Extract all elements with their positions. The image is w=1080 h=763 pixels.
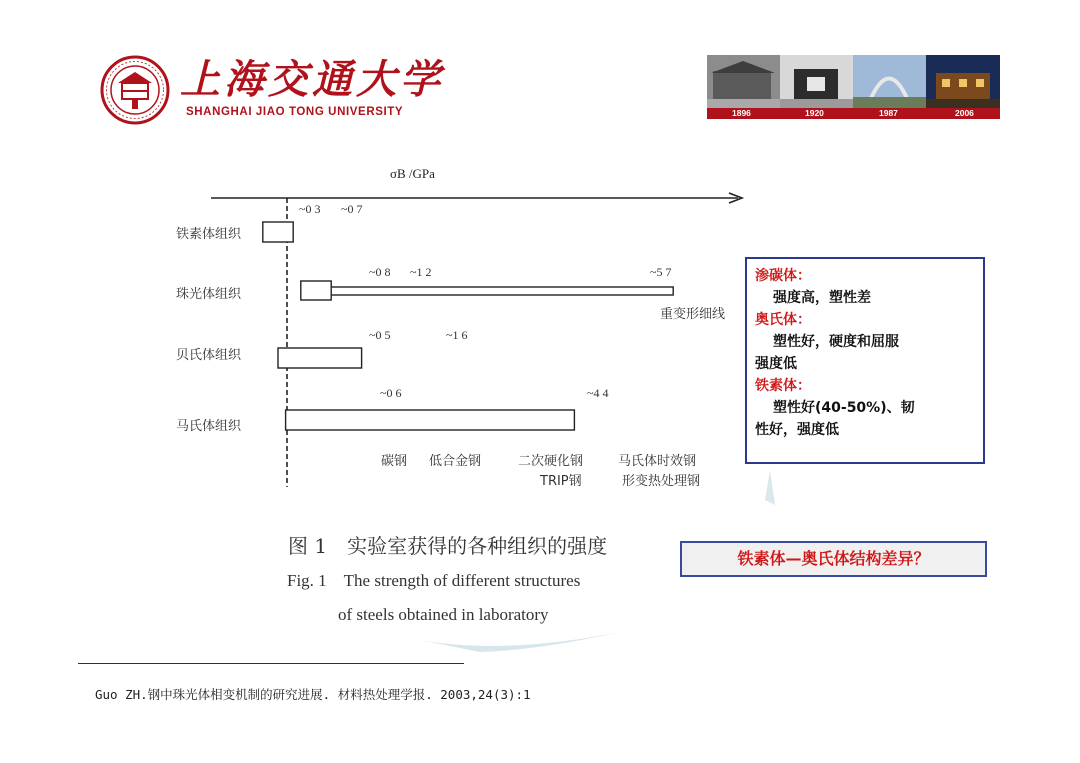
- cementite-text: 强度高，塑性差: [773, 290, 871, 306]
- decorative-streak: [765, 470, 775, 505]
- footnote-divider: [78, 663, 464, 664]
- row-label-ferrite: 铁素体组织: [176, 227, 242, 242]
- strength-range-bar: [301, 281, 331, 300]
- decorative-streak: [420, 632, 620, 652]
- value-label: ~0 7: [341, 202, 363, 216]
- ferrite-title: 铁素体：: [755, 378, 811, 394]
- value-label: ~1 2: [410, 265, 432, 279]
- year-label: 1896: [732, 108, 751, 118]
- ferrite-text-cont: 性好，强度低: [755, 422, 839, 438]
- value-label: ~0 5: [369, 328, 391, 342]
- question-callout: 铁素体—奥氏体结构差异？: [680, 541, 987, 577]
- strength-range-bar: [331, 287, 673, 295]
- austenite-text-cont: 强度低: [755, 356, 797, 372]
- steel-type-label: 马氏体时效钢: [618, 454, 697, 469]
- steel-type-label: TRIP钢: [540, 474, 582, 489]
- phase-properties-note: [745, 257, 985, 464]
- reference-citation: Guo ZH.钢中珠光体相变机制的研究进展. 材料热处理学报. 2003,24(3):1: [95, 687, 531, 702]
- university-name-cn: 上海交通大学: [180, 56, 444, 103]
- row-label-bainite: 贝氏体组织: [176, 348, 242, 363]
- axis-title: σB /GPa: [390, 166, 435, 181]
- value-label: ~0 6: [380, 386, 402, 400]
- year-label: 2006: [955, 108, 974, 118]
- range-bars: [263, 222, 673, 430]
- row-label-pearlite: 珠光体组织: [176, 287, 242, 302]
- value-label: ~5 7: [650, 265, 672, 279]
- strength-range-bar: [278, 348, 362, 368]
- steel-type-label: 形变热处理钢: [622, 474, 701, 489]
- austenite-text: 塑性好，硬度和屈服: [773, 334, 899, 350]
- year-label: 1920: [805, 108, 824, 118]
- austenite-title: 奥氏体：: [755, 312, 811, 328]
- university-name-en: SHANGHAI JIAO TONG UNIVERSITY: [186, 106, 404, 118]
- year-label: 1987: [879, 108, 898, 118]
- value-label: ~4 4: [587, 386, 609, 400]
- value-label: ~1 6: [446, 328, 468, 342]
- steel-type-label: 二次硬化钢: [518, 454, 584, 469]
- steel-type-label: 碳钢: [381, 454, 408, 469]
- caption-cn: 图 1 实验室获得的各种组织的强度: [288, 534, 608, 558]
- caption-en-line2: of steels obtained in laboratory: [338, 605, 549, 624]
- value-label: ~0 8: [369, 265, 391, 279]
- cementite-title: 渗碳体：: [755, 268, 811, 284]
- pearlite-note: 重变形细线: [660, 307, 726, 322]
- steel-type-label: 低合金钢: [429, 454, 482, 469]
- row-label-martensite: 马氏体组织: [176, 419, 242, 434]
- ferrite-text: 塑性好(40-50%)、韧: [773, 400, 915, 416]
- caption-en-line1: Fig. 1 The strength of different structures: [287, 571, 581, 590]
- strength-range-bar: [263, 222, 293, 242]
- value-label: ~0 3: [299, 202, 321, 216]
- strength-range-bar: [286, 410, 575, 430]
